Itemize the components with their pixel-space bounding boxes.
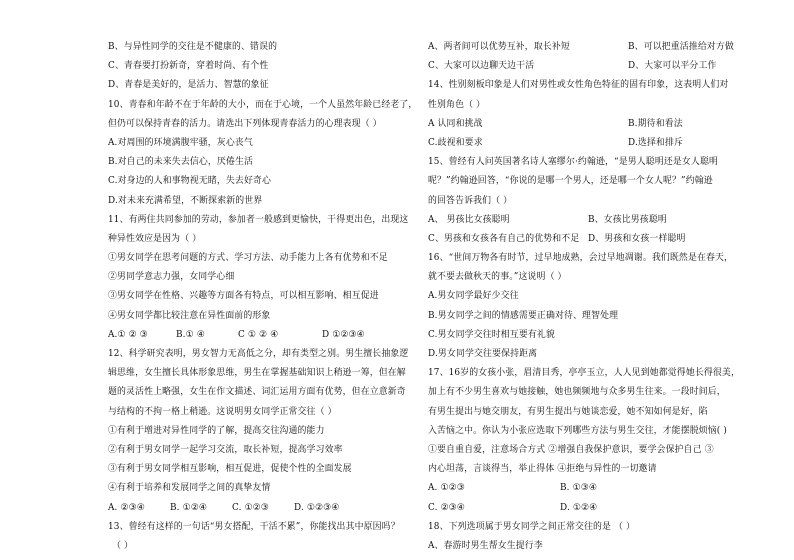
q12-item-1: [108, 422, 418, 441]
q9-option-b: [108, 38, 418, 57]
q15-options-row1: [428, 211, 758, 230]
q16-stem: [428, 268, 758, 287]
option-c: C. ①②③: [232, 502, 269, 513]
right-column: [428, 38, 758, 556]
q18-stem: [428, 518, 758, 537]
option-d: D. ①②④: [560, 502, 598, 513]
q17-stem: [428, 422, 758, 441]
q12-item-4: [108, 479, 418, 498]
q15-stem: [428, 153, 758, 172]
text-line: 11、有两住共同参加的劳动，参加者一般感到更愉快，干得更出色，出现这: [108, 214, 409, 225]
option-a: A.① ② ③: [108, 329, 148, 340]
text-line: ④男女同学都比较注意在异性面前的形象: [108, 310, 271, 321]
q15-stem: [428, 192, 758, 211]
option-a: A. ①②③: [428, 483, 465, 494]
text-line: 12、科学研究表明，男女智力无高低之分，却有类型之别。男生擅长抽象逻: [108, 349, 409, 359]
option-c: C.歧视和要求: [428, 137, 483, 148]
q16-option-d: [428, 345, 758, 364]
q13-options-row1: [428, 38, 758, 57]
option-c: C. ②③④: [428, 502, 465, 513]
text-line: 15、曾经有人问英国著名诗人塞缪尔·约翰逊，“是男人聪明还是女人聪明: [428, 157, 718, 168]
text-line: 种异性效应是因为（ ）: [108, 233, 202, 244]
text-line: 的回答告诉我们（ ）: [428, 195, 513, 206]
text-line: D.男女同学交往要保持距离: [428, 349, 538, 359]
q17-stem: [428, 383, 758, 402]
option-d: D. ①②③④: [294, 502, 340, 513]
text-line: 性别角色（ ）: [428, 99, 486, 110]
text-line: C.对身边的人和事物视无睹，失去好奇心: [108, 176, 272, 187]
text-line: 18、下列选项属于男女同学之间正常交往的是 （ ）: [428, 521, 636, 532]
q10-option-c: [108, 172, 418, 191]
text-line: B、与异性同学的交往是不健康的、错误的: [108, 42, 278, 52]
text-line: 入苦恼之中。你认为小张应选取下列哪些方法与男生交往，才能摆脱烦恼( ): [428, 425, 727, 436]
option-a: A. ②③④: [108, 502, 145, 513]
q17-items: [428, 460, 758, 479]
q14-stem: [428, 96, 758, 115]
text-line: A、春游时男生帮女生提行李: [428, 540, 543, 551]
option-b: B. ①③④: [560, 483, 597, 494]
text-line: 就不要去做秋天的事。”这说明（ ）: [428, 272, 567, 283]
q18-option-a: [428, 537, 758, 556]
text-line: ①有利于增进对异性同学的了解，提高交往沟通的能力: [108, 425, 325, 436]
text-line: ①要自重自爱，注意场合方式 ②增强自我保护意识，要学会保护自己 ③: [428, 444, 714, 455]
q13-options-row2: [428, 57, 758, 76]
q17-items: [428, 441, 758, 460]
q12-stem: [108, 364, 418, 383]
text-line: 与结构的不拘一格上稍逊。这说明男女同学正常交往（ ）: [108, 406, 337, 417]
option-b: B、女孩比男孩聪明: [588, 214, 667, 225]
option-b: B.期待和看法: [628, 118, 683, 129]
q12-item-3: [108, 460, 418, 479]
q12-stem: [108, 345, 418, 364]
q17-options-row2: [428, 499, 758, 518]
q16-option-c: [428, 326, 758, 345]
text-line: B.对自己的未来失去信心，厌倦生活: [108, 157, 254, 168]
text-line: ②男同学意志力强，女同学心细: [108, 272, 235, 283]
q10-option-d: [108, 192, 418, 211]
option-d: D、大家可以平分工作: [628, 61, 717, 72]
q9-option-c: [108, 57, 418, 76]
option-c: C ① ② ④: [238, 329, 279, 340]
q17-stem: [428, 364, 758, 383]
q15-stem: [428, 172, 758, 191]
text-line: 13、曾经有这样的一句话“男女搭配，干活不累”，你能找出其中原因吗？: [108, 521, 400, 532]
text-line: 但仍可以保持青春的活力。请选出下列体现青春活力的心理表现（ ）: [108, 118, 382, 129]
text-line: A.对周围的环境满腹牢骚，灰心丧气: [108, 137, 253, 148]
q11-item-1: [108, 249, 418, 268]
q10-option-b: [108, 153, 418, 172]
q11-item-2: [108, 268, 418, 287]
q16-option-b: [428, 307, 758, 326]
text-line: 加上有不少男生喜欢与她接触，她也频频地与众多男生往来。一段时间后，: [428, 387, 726, 398]
option-a: A、两者间可以优势互补，取长补短: [428, 42, 570, 52]
q14-options-row2: [428, 134, 758, 153]
option-c: C、大家可以边聊天边干活: [428, 61, 535, 72]
text-line: （ ）: [112, 540, 134, 551]
q11-options: [108, 326, 418, 345]
text-line: 17、16岁的女孩小张，眉清目秀，亭亭玉立，人人见到她都觉得她长得很美，: [428, 368, 740, 379]
text-line: C.男女同学交往时相互要有礼貌: [428, 329, 555, 340]
q15-options-row2: [428, 230, 758, 249]
q11-stem: [108, 230, 418, 249]
q12-item-2: [108, 441, 418, 460]
text-line: D.对未来充满希望，不断探索新的世界: [108, 195, 263, 206]
option-c: C、男孩和女孩各有自己的优势和不足: [428, 233, 580, 244]
text-line: ④有利于培养和发展同学之间的真挚友情: [108, 483, 271, 494]
text-line: ②有利于男女同学一起学习交流，取长补短，提高学习效率: [108, 444, 343, 455]
q12-stem: [108, 383, 418, 402]
option-b: B. ①②④: [170, 502, 207, 513]
text-line: 题的灵活性上略强，女生在作文描述、词汇运用方面有优势，但在立意新奇: [108, 387, 406, 398]
option-d: D.选择和排斥: [628, 137, 684, 148]
q16-option-a: [428, 287, 758, 306]
q11-item-4: [108, 307, 418, 326]
text-line: B.男女同学之间的情感需要正确对待、理智处理: [428, 310, 619, 321]
text-line: 有男生提出与她交朋友，有男生提出与她谈恋爱，她不知如何是好，陷: [428, 406, 708, 417]
option-b: B.① ④: [176, 329, 205, 340]
q14-options-row1: [428, 115, 758, 134]
q13-stem: [108, 518, 418, 537]
text-line: 14、性别刻板印象是人们对男性或女性角色特征的固有印象，这表明人们对: [428, 80, 729, 91]
q12-stem: [108, 403, 418, 422]
q10-stem: [108, 96, 418, 115]
text-line: 10、青春和年龄不在于年龄的大小，而在于心境，一个人虽然年龄已经老了，: [108, 99, 418, 110]
option-b: B、可以把重活推给对方做: [628, 42, 734, 52]
option-d: D ①②③④: [322, 329, 365, 340]
text-line: D、青春是美好的，是活力、智慧的象征: [108, 80, 269, 91]
q16-stem: [428, 249, 758, 268]
option-d: D、男孩和女孩一样聪明: [588, 233, 686, 244]
option-a: A、 男孩比女孩聪明: [428, 214, 510, 225]
text-line: 辑思维，女生擅长具体形象思维，男生在掌握基础知识上稍逊一筹，但在解: [108, 368, 406, 379]
text-line: ③有利于男女同学相互影响，相互促进，促使个性的全面发展: [108, 464, 352, 475]
q13-stem: [108, 537, 418, 556]
q10-option-a: [108, 134, 418, 153]
text-line: A.男女同学最好少交往: [428, 291, 519, 302]
text-line: 16、“世间万物各有时节，过早地成熟，会过早地凋谢。我们既然是在春天，: [428, 253, 734, 264]
option-a: A 认同和挑战: [428, 118, 483, 129]
q10-stem: [108, 115, 418, 134]
text-line: ③男女同学在性格、兴趣等方面各有特点，可以相互影响、相互促进: [108, 291, 379, 302]
text-line: 呢？”约翰逊回答，“你说的是哪一个男人，还是哪一个女人呢？”约翰逊: [428, 176, 713, 187]
text-line: 内心坦荡，言谈得当，举止得体 ④拒绝与异性的一切邀请: [428, 464, 657, 475]
q14-stem: [428, 76, 758, 95]
text-line: ①男女同学在思考问题的方式、学习方法、动手能力上各有优势和不足: [108, 253, 388, 264]
q17-stem: [428, 403, 758, 422]
text-line: C、青春要打扮新奇，穿着时尚、有个性: [108, 61, 269, 72]
q17-options-row1: [428, 479, 758, 498]
q9-option-d: [108, 76, 418, 95]
q12-options: [108, 499, 418, 518]
q11-item-3: [108, 287, 418, 306]
left-column: [108, 38, 418, 556]
q11-stem: [108, 211, 418, 230]
